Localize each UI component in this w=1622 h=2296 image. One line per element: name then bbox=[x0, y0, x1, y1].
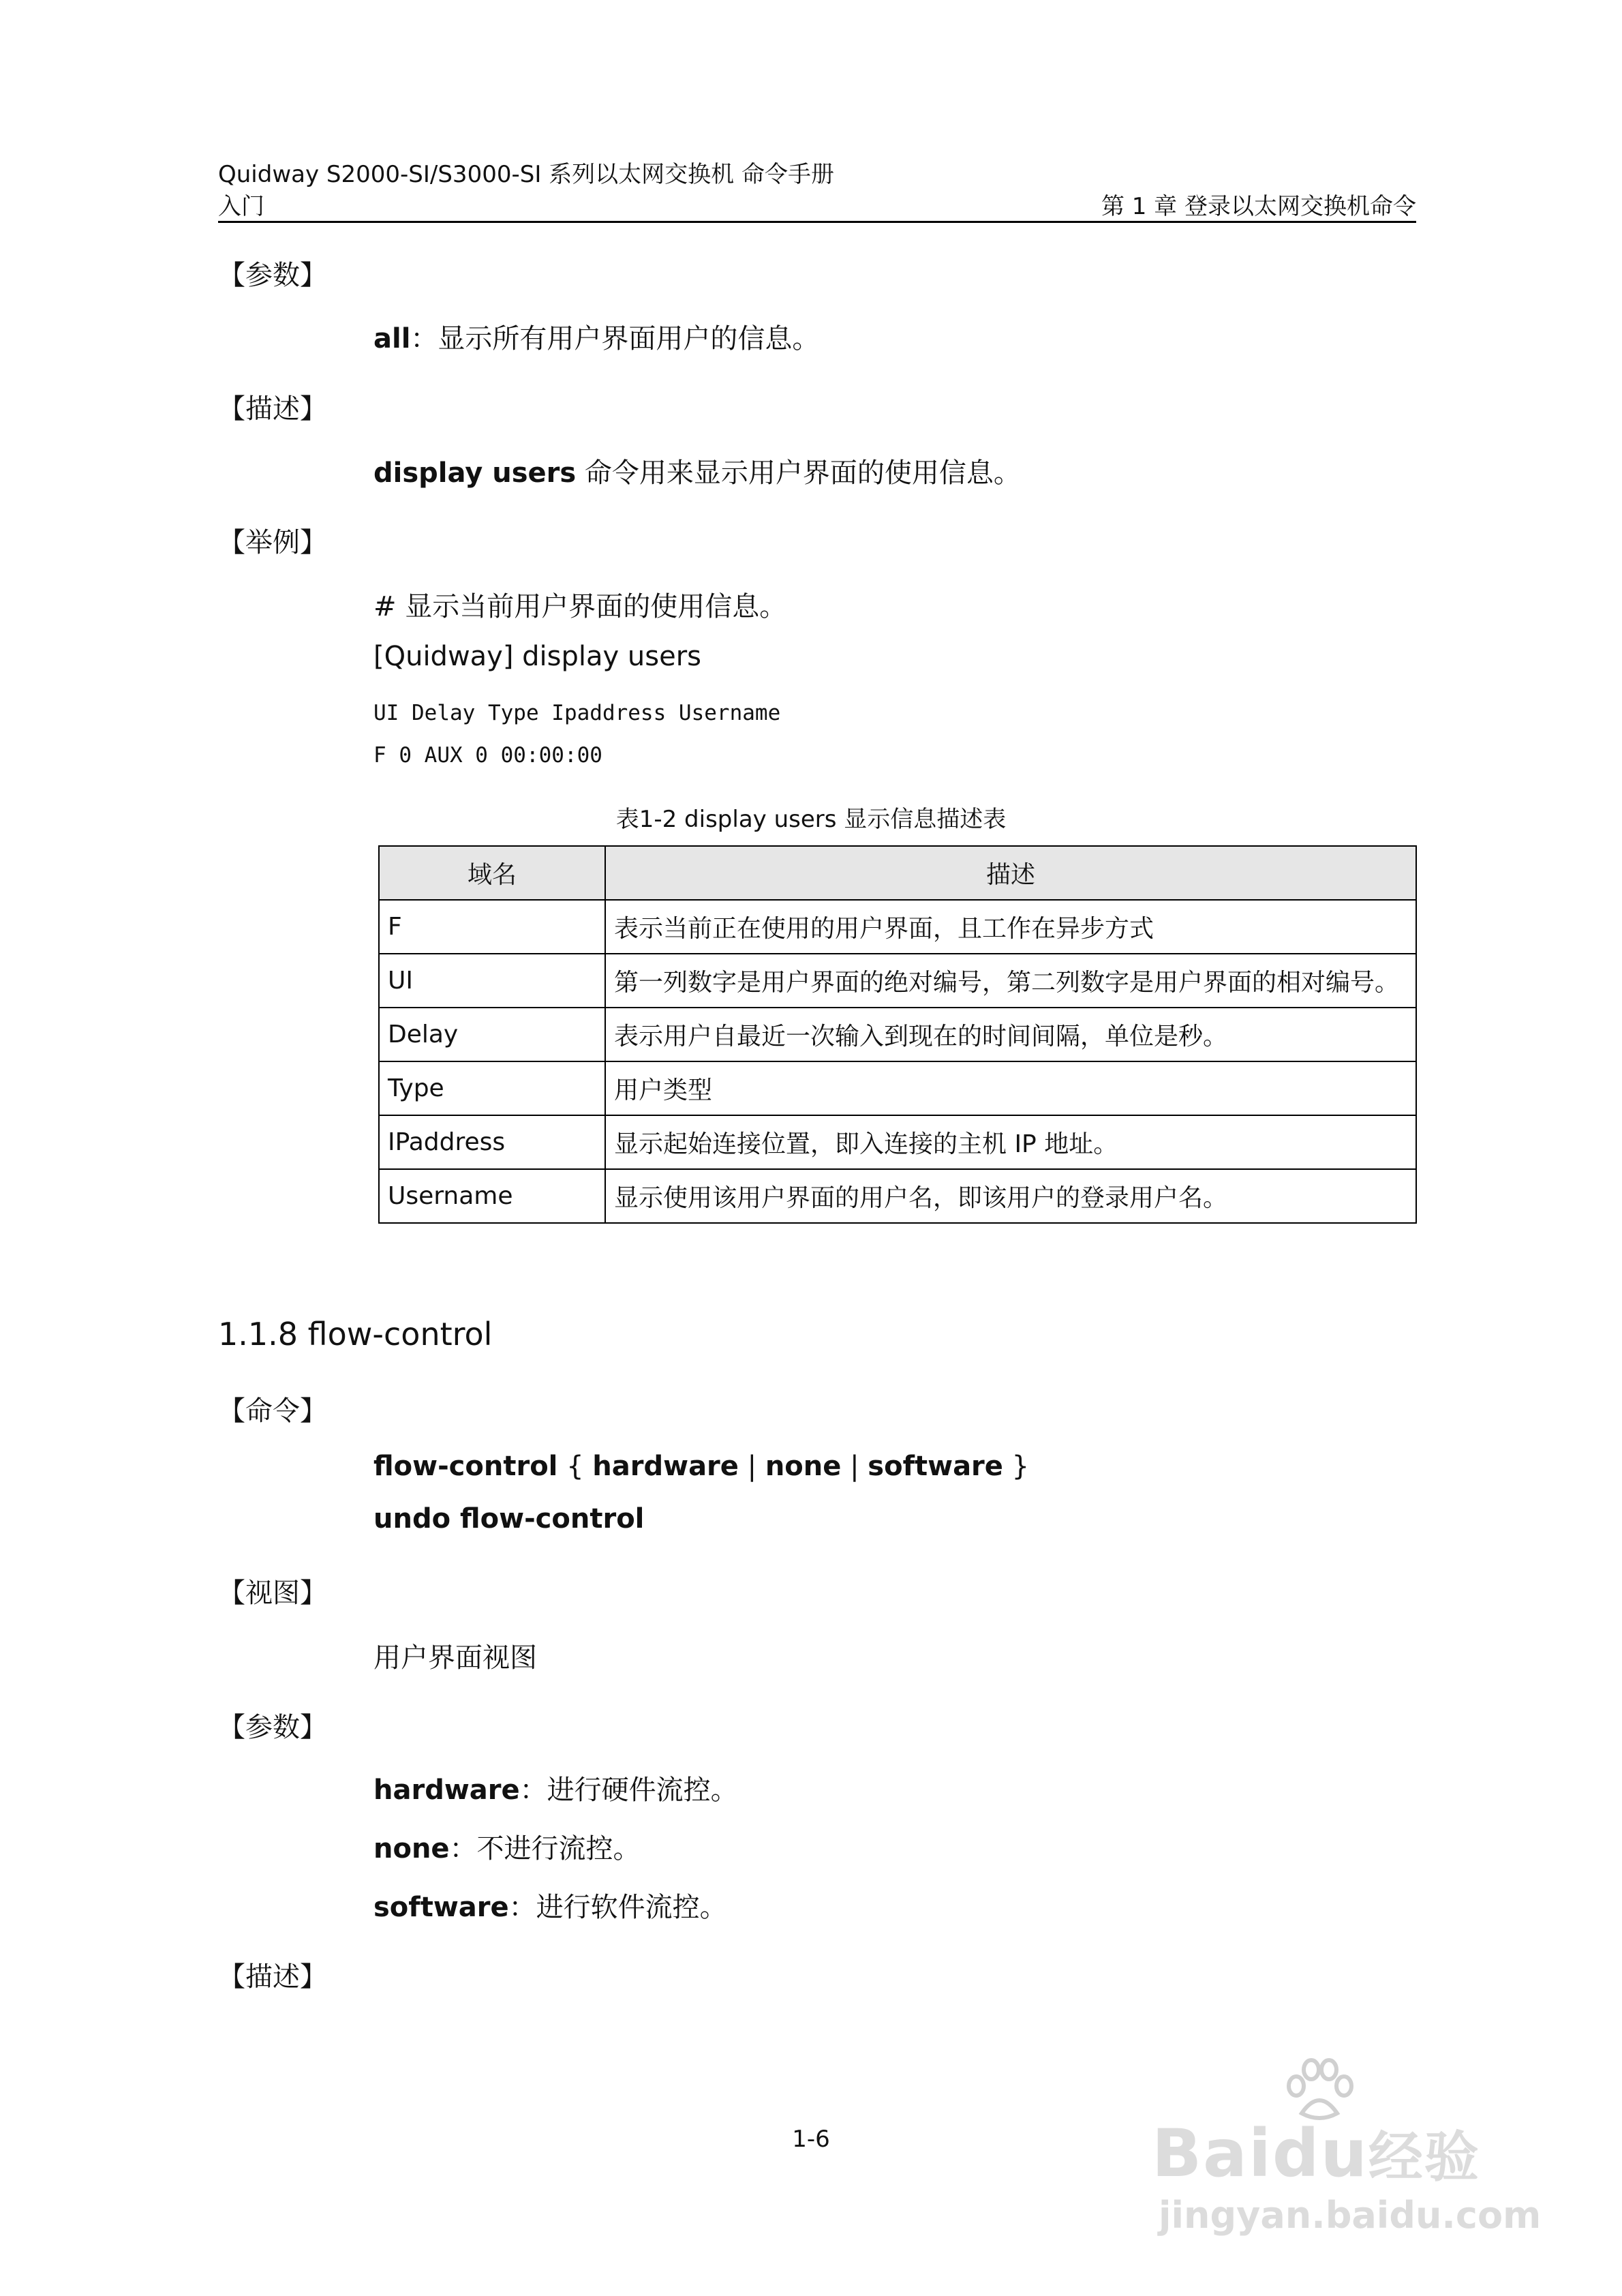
param-software-desc: ：进行软件流控。 bbox=[508, 1892, 727, 1923]
cmd1-brace-open: { bbox=[557, 1451, 593, 1482]
table-caption: 表1-2 display users 显示信息描述表 bbox=[615, 806, 1007, 833]
view-text: 用户界面视图 bbox=[373, 1642, 537, 1674]
param-software bbox=[373, 1886, 727, 1924]
cmd1-software: software bbox=[868, 1451, 1003, 1482]
example-command: [Quidway] display users bbox=[373, 641, 701, 672]
page-number: 1-6 bbox=[792, 2126, 830, 2153]
example-heading: 【举例】 bbox=[218, 527, 327, 558]
cell-desc: 显示起始连接位置，即入连接的主机 IP 地址。 bbox=[605, 1115, 1416, 1169]
cmd-line-1 bbox=[373, 1451, 1029, 1482]
view-heading: 【视图】 bbox=[218, 1577, 327, 1609]
cell-field: F bbox=[379, 900, 605, 954]
cell-desc: 表示用户自最近一次输入到现在的时间间隔，单位是秒。 bbox=[605, 1008, 1416, 1061]
table-row bbox=[379, 900, 1416, 954]
table-row bbox=[379, 1061, 1416, 1115]
table-row bbox=[379, 954, 1416, 1008]
param-hardware-key: hardware bbox=[373, 1774, 520, 1806]
params-heading-2: 【参数】 bbox=[218, 1712, 327, 1743]
param-software-key: software bbox=[373, 1892, 509, 1923]
param-none bbox=[373, 1827, 641, 1866]
desc-text: 命令用来显示用户界面的使用信息。 bbox=[576, 457, 1021, 489]
param-hardware bbox=[373, 1768, 738, 1807]
output-row: F 0 AUX 0 00:00:00 bbox=[373, 743, 602, 768]
cmd1-sep2: | bbox=[841, 1451, 868, 1482]
cmd-line-2: undo flow-control bbox=[373, 1503, 645, 1535]
cell-desc: 用户类型 bbox=[605, 1061, 1416, 1115]
cmd1-brace-close: } bbox=[1003, 1451, 1030, 1482]
cell-desc: 显示使用该用户界面的用户名，即该用户的登录用户名。 bbox=[605, 1169, 1416, 1223]
baidu-watermark bbox=[1152, 2045, 1542, 2250]
desc-heading-2: 【描述】 bbox=[218, 1961, 327, 1993]
col-desc-header: 描述 bbox=[605, 846, 1416, 900]
desc-cmd: display users bbox=[373, 457, 577, 489]
watermark-product: 经验 bbox=[1368, 2126, 1480, 2189]
desc-line bbox=[373, 451, 1021, 490]
output-header: UI Delay Type Ipaddress Username bbox=[373, 701, 781, 725]
param-hardware-desc: ：进行硬件流控。 bbox=[519, 1774, 738, 1806]
cmd1-none: none bbox=[765, 1451, 842, 1482]
table-header-row bbox=[379, 846, 1416, 900]
example-comment: # 显示当前用户界面的使用信息。 bbox=[373, 591, 787, 622]
doc-subtitle: 入门 bbox=[218, 193, 264, 220]
param-none-desc: ：不进行流控。 bbox=[449, 1833, 641, 1864]
cmd1-keyword: flow-control bbox=[373, 1451, 558, 1482]
cell-field: UI bbox=[379, 954, 605, 1008]
cmd1-sep1: | bbox=[738, 1451, 765, 1482]
param-all-key: all bbox=[373, 323, 411, 354]
col-field-header: 域名 bbox=[379, 846, 605, 900]
doc-title: Quidway S2000-SI/S3000-SI 系列以太网交换机 命令手册 bbox=[218, 161, 834, 188]
param-all-desc: ：显示所有用户界面用户的信息。 bbox=[410, 323, 820, 354]
section-title: 1.1.8 flow-control bbox=[218, 1316, 493, 1353]
params-heading: 【参数】 bbox=[218, 260, 327, 291]
info-table bbox=[378, 845, 1417, 1224]
table-row bbox=[379, 1115, 1416, 1169]
cmd1-hardware: hardware bbox=[592, 1451, 739, 1482]
param-none-key: none bbox=[373, 1833, 450, 1864]
cmd-heading: 【命令】 bbox=[218, 1395, 327, 1427]
table-row bbox=[379, 1169, 1416, 1223]
cell-field: Delay bbox=[379, 1008, 605, 1061]
header-rule bbox=[218, 221, 1416, 223]
watermark-brand: Bai bbox=[1152, 2115, 1272, 2192]
cell-field: IPaddress bbox=[379, 1115, 605, 1169]
cell-field: Username bbox=[379, 1169, 605, 1223]
watermark-url: jingyan.baidu.com bbox=[1159, 2194, 1542, 2237]
desc-heading: 【描述】 bbox=[218, 393, 327, 425]
param-all bbox=[373, 317, 819, 356]
chapter-title: 第 1 章 登录以太网交换机命令 bbox=[1101, 193, 1416, 220]
cell-desc: 表示当前正在使用的用户界面，且工作在异步方式 bbox=[605, 900, 1416, 954]
cell-desc: 第一列数字是用户界面的绝对编号，第二列数字是用户界面的相对编号。 bbox=[605, 954, 1416, 1008]
table-row bbox=[379, 1008, 1416, 1061]
cell-field: Type bbox=[379, 1061, 605, 1115]
watermark-brand2: du bbox=[1272, 2115, 1368, 2192]
